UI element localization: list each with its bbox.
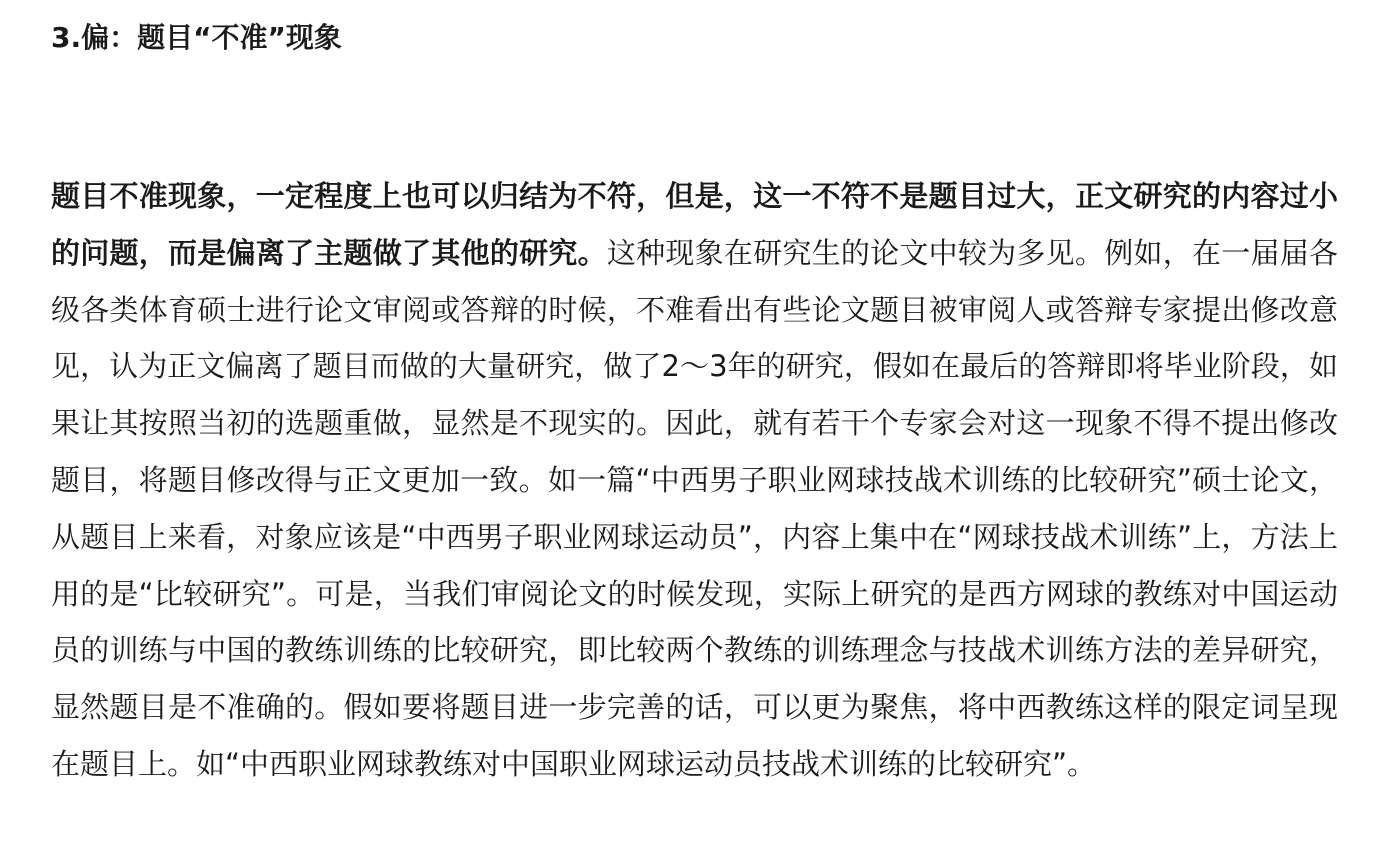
body-paragraph: [51, 168, 1338, 793]
section-heading: 3.偏：题目“不准”现象: [51, 21, 342, 54]
paragraph-body-text: 这种现象在研究生的论文中较为多见。例如，在一届届各级各类体育硕士进行论文审阅或答辩的时候，不难看出有些论文题目被审阅人或答辩专家提出修改意见，认为正文偏离了题目而做的大量研究，做了2～3年的研究，假如在最后的答辩即将毕业阶段，如果让其按照当初的选题重做，显然是不现实的。因此，就有若干个专家会对这一现象不得不提出修改题目，将题目修改得与正文更加一致。如一篇“中西男子职业网球技战术训练的比较研究”硕士论文，从题目上来看，对象应该是“中西男子职业网球运动员”，内容上集中在“网球技战术训练”上，方法上用的是“比较研究”。可是，当我们审阅论文的时候发现，实际上研究的是西方网球的教练对中国运动员的训练与中国的教练训练的比较研究，即比较两个教练的训练理念与技战术训练方法的差异研究，显然题目是不准确的。假如要将题目进一步完善的话，可以更为聚焦，将中西教练这样的限定词呈现在题目上。如“中西职业网球教练对中国职业网球运动员技战术训练的比较研究”。: [51, 235, 1338, 781]
lead-sentence-bold: 题目不准现象，一定程度上也可以归结为不符，但是，这一不符不是题目过大，正文研究的内容过小的问题，而是偏离了主题做了其他的研究。: [51, 179, 1338, 270]
